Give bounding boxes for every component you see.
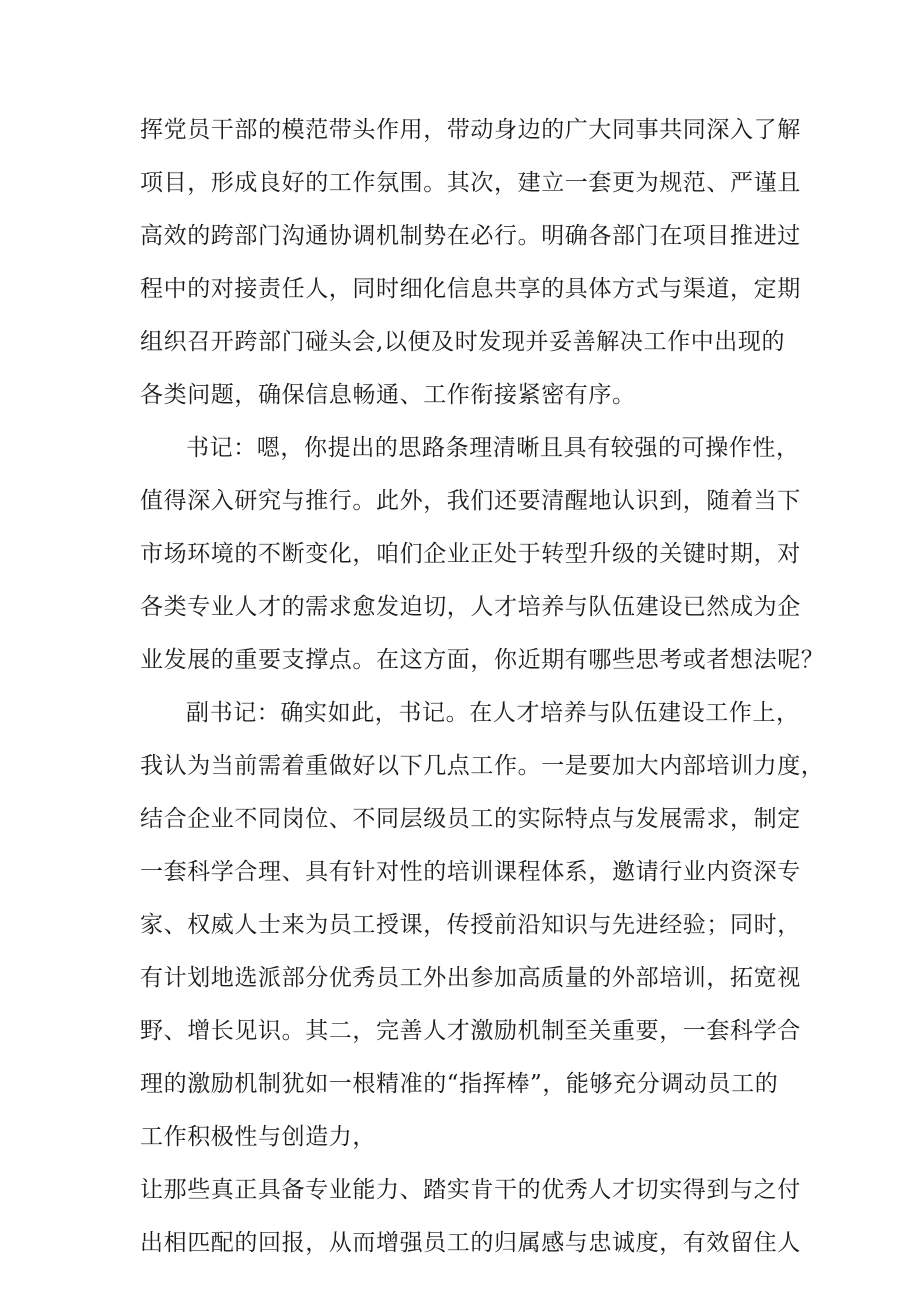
text-line: 结合企业不同岗位、不同层级员工的实际特点与发展需求，制定 (140, 806, 801, 832)
text-line: 我认为当前需着重做好以下几点工作。一是要加大内部培训力度， (140, 753, 825, 779)
text-line: 业发展的重要支撑点。在这方面，你近期有哪些思考或者想法呢？ (140, 647, 825, 673)
text-line: 高效的跨部门沟通协调机制势在必行。明确各部门在项目推进过 (140, 223, 801, 249)
text-line: 值得深入研究与推行。此外，我们还要清醒地认识到，随着当下 (140, 488, 801, 514)
text-line: 出相匹配的回报，从而增强员工的归属感与忠诚度，有效留住人 (140, 1230, 801, 1256)
text-line: 组织召开跨部门碰头会,以便及时发现并妥善解决工作中出现的 (140, 329, 786, 355)
text-line: 各类问题，确保信息畅通、工作衔接紧密有序。 (140, 382, 636, 408)
text-line: 各类专业人才的需求愈发迫切，人才培养与队伍建设已然成为企 (140, 594, 801, 620)
text-line: 有计划地选派部分优秀员工外出参加高质量的外部培训，拓宽视 (140, 965, 801, 991)
text-line: 家、权威人士来为员工授课，传授前沿知识与先进经验；同时， (140, 912, 801, 938)
text-line: 野、增长见识。其二，完善人才激励机制至关重要，一套科学合 (140, 1018, 801, 1044)
text-line: 理的激励机制犹如一根精准的“指挥棒”，能够充分调动员工的 (140, 1071, 779, 1097)
text-line: 工作积极性与创造力， (140, 1124, 376, 1150)
paragraph-first-line: 副书记：确实如此，书记。在人才培养与队伍建设工作上， (186, 700, 800, 726)
paragraph-first-line: 书记：嗯，你提出的思路条理清晰且具有较强的可操作性， (186, 435, 800, 461)
text-line: 挥党员干部的模范带头作用，带动身边的广大同事共同深入了解 (140, 117, 801, 143)
text-line: 让那些真正具备专业能力、踏实肯干的优秀人才切实得到与之付 (140, 1177, 801, 1203)
text-line: 程中的对接责任人，同时细化信息共享的具体方式与渠道，定期 (140, 276, 801, 302)
text-line: 市场环境的不断变化，咱们企业正处于转型升级的关键时期，对 (140, 541, 801, 567)
text-line: 一套科学合理、具有针对性的培训课程体系，邀请行业内资深专 (140, 859, 801, 885)
text-line: 项目，形成良好的工作氛围。其次，建立一套更为规范、严谨且 (140, 170, 801, 196)
